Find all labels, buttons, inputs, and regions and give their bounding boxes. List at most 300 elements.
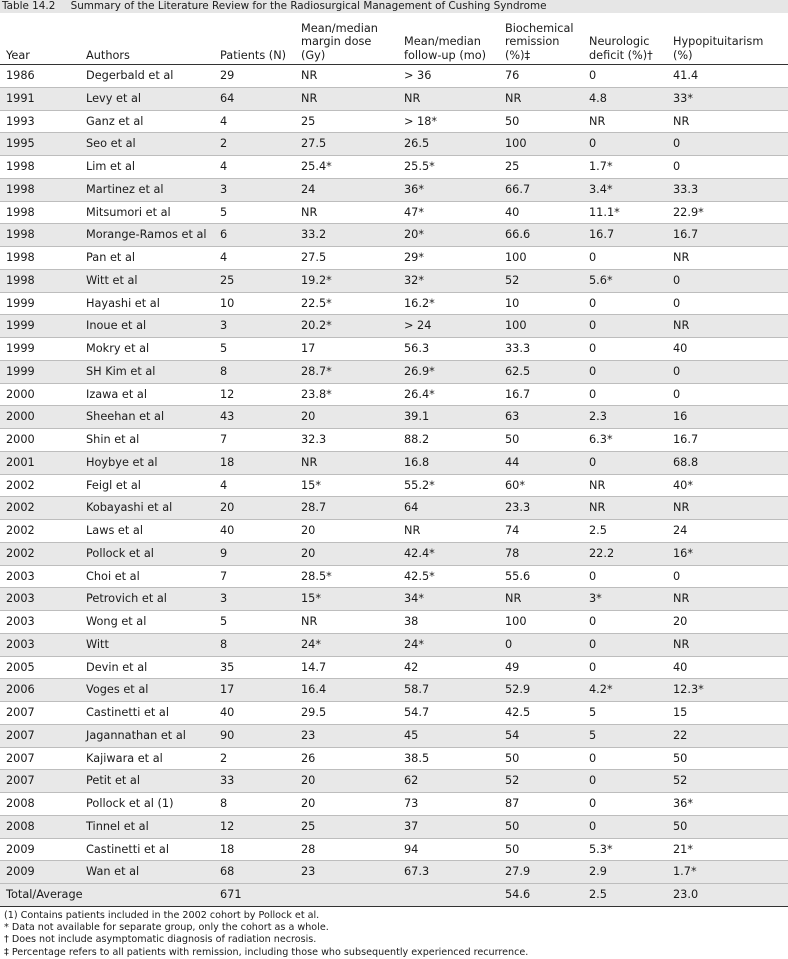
cell-follow-up: 64 xyxy=(398,497,499,520)
cell-year: 1999 xyxy=(0,315,80,338)
cell-patients: 3 xyxy=(214,178,295,201)
cell-authors: Kajiwara et al xyxy=(80,747,214,770)
cell-patients: 68 xyxy=(214,861,295,884)
cell-margin-dose: 28.7* xyxy=(295,360,398,383)
cell-patients: 9 xyxy=(214,542,295,565)
table-row xyxy=(0,429,788,452)
cell-patients: 3 xyxy=(214,588,295,611)
cell-biochemical-remission: 50 xyxy=(499,815,583,838)
cell-patients: 5 xyxy=(214,611,295,634)
cell-authors: Petrovich et al xyxy=(80,588,214,611)
cell-margin-dose: 26 xyxy=(295,747,398,770)
cell-hypopituitarism: 33* xyxy=(667,87,788,110)
cell-margin-dose: 23.8* xyxy=(295,383,398,406)
cell-hypopituitarism: 40 xyxy=(667,338,788,361)
cell-year: 2003 xyxy=(0,611,80,634)
table-row xyxy=(0,156,788,179)
cell-year: 1998 xyxy=(0,224,80,247)
table-row xyxy=(0,724,788,747)
cell-year: 1999 xyxy=(0,292,80,315)
table-row xyxy=(0,565,788,588)
cell-hypopituitarism: 0 xyxy=(667,269,788,292)
cell-neurologic-deficit: 16.7 xyxy=(583,224,667,247)
cell-year: 2008 xyxy=(0,815,80,838)
cell-follow-up: 47* xyxy=(398,201,499,224)
cell-year: 1998 xyxy=(0,156,80,179)
table-row xyxy=(0,838,788,861)
column-header-line: Patients (N) xyxy=(220,48,287,62)
cell-neurologic-deficit: 2.3 xyxy=(583,406,667,429)
cell-hypopituitarism: 16.7 xyxy=(667,429,788,452)
table-row xyxy=(0,588,788,611)
cell-patients: 8 xyxy=(214,633,295,656)
footnote: * Data not available for separate group, only the cohort as a whole. xyxy=(4,922,329,934)
cell-year: 1998 xyxy=(0,269,80,292)
cell-hypopituitarism: 40* xyxy=(667,474,788,497)
cell-follow-up: 26.9* xyxy=(398,360,499,383)
cell-neurologic-deficit: 0 xyxy=(583,656,667,679)
cell-neurologic-deficit: 0 xyxy=(583,65,667,88)
cell-year: 2007 xyxy=(0,702,80,725)
cell-margin-dose: 27.5 xyxy=(295,133,398,156)
cell-hypopituitarism: 24 xyxy=(667,520,788,543)
cell-neurologic-deficit: 6.3* xyxy=(583,429,667,452)
cell-margin-dose: 20 xyxy=(295,770,398,793)
cell-follow-up: > 24 xyxy=(398,315,499,338)
table-row xyxy=(0,247,788,270)
cell-hypopituitarism: 50 xyxy=(667,815,788,838)
cell-biochemical-remission: 42.5 xyxy=(499,702,583,725)
cell-patients: 90 xyxy=(214,724,295,747)
cell-margin-dose: NR xyxy=(295,611,398,634)
cell-authors: Wan et al xyxy=(80,861,214,884)
cell-authors: Lim et al xyxy=(80,156,214,179)
table-row xyxy=(0,520,788,543)
cell-patients: 29 xyxy=(214,65,295,88)
cell-neurologic-deficit: 5 xyxy=(583,724,667,747)
cell-year: 1998 xyxy=(0,247,80,270)
table-row xyxy=(0,815,788,838)
column-header-patients xyxy=(214,13,295,65)
cell-patients: 5 xyxy=(214,201,295,224)
cell-year: 2000 xyxy=(0,406,80,429)
cell-neurologic-deficit: 11.1* xyxy=(583,201,667,224)
cell-biochemical-remission: 52 xyxy=(499,269,583,292)
cell-patients: 64 xyxy=(214,87,295,110)
cell-authors: Ganz et al xyxy=(80,110,214,133)
cell-year: 2008 xyxy=(0,793,80,816)
cell-authors: Witt xyxy=(80,633,214,656)
cell-neurologic-deficit: 0 xyxy=(583,338,667,361)
cell-authors: Voges et al xyxy=(80,679,214,702)
cell-hypopituitarism: 0 xyxy=(667,383,788,406)
cell-neurologic-deficit: 0 xyxy=(583,611,667,634)
cell-margin-dose: 20 xyxy=(295,520,398,543)
table-row xyxy=(0,383,788,406)
total-cell-neurologic-deficit: 2.5 xyxy=(583,884,667,907)
cell-biochemical-remission: 76 xyxy=(499,65,583,88)
cell-authors: Seo et al xyxy=(80,133,214,156)
cell-margin-dose: 24* xyxy=(295,633,398,656)
cell-follow-up: 25.5* xyxy=(398,156,499,179)
cell-year: 2003 xyxy=(0,565,80,588)
cell-follow-up: 36* xyxy=(398,178,499,201)
cell-biochemical-remission: 66.6 xyxy=(499,224,583,247)
cell-neurologic-deficit: 1.7* xyxy=(583,156,667,179)
cell-hypopituitarism: 68.8 xyxy=(667,451,788,474)
cell-year: 1993 xyxy=(0,110,80,133)
cell-margin-dose: 17 xyxy=(295,338,398,361)
cell-year: 2006 xyxy=(0,679,80,702)
cell-hypopituitarism: 50 xyxy=(667,747,788,770)
cell-patients: 4 xyxy=(214,474,295,497)
cell-biochemical-remission: 49 xyxy=(499,656,583,679)
cell-neurologic-deficit: 5.3* xyxy=(583,838,667,861)
cell-margin-dose: 20 xyxy=(295,542,398,565)
cell-authors: Witt et al xyxy=(80,269,214,292)
cell-neurologic-deficit: 0 xyxy=(583,565,667,588)
cell-follow-up: 42 xyxy=(398,656,499,679)
table-total-row xyxy=(0,884,788,907)
column-header-line: Mean/median xyxy=(301,21,378,35)
table-caption xyxy=(0,0,788,13)
cell-patients: 18 xyxy=(214,838,295,861)
cell-biochemical-remission: 54 xyxy=(499,724,583,747)
cell-margin-dose: 28.5* xyxy=(295,565,398,588)
cell-margin-dose: 32.3 xyxy=(295,429,398,452)
cell-neurologic-deficit: NR xyxy=(583,497,667,520)
cell-neurologic-deficit: 0 xyxy=(583,815,667,838)
column-header-line: (%)‡ xyxy=(505,48,531,62)
cell-authors: Inoue et al xyxy=(80,315,214,338)
table-body xyxy=(0,65,788,884)
cell-authors: Hayashi et al xyxy=(80,292,214,315)
cell-patients: 18 xyxy=(214,451,295,474)
cell-biochemical-remission: 100 xyxy=(499,247,583,270)
cell-neurologic-deficit: 3.4* xyxy=(583,178,667,201)
column-header-line: Authors xyxy=(86,48,130,62)
cell-hypopituitarism: 52 xyxy=(667,770,788,793)
cell-neurologic-deficit: 2.9 xyxy=(583,861,667,884)
total-cell-hypopituitarism: 23.0 xyxy=(667,884,788,907)
column-header-line: Biochemical xyxy=(505,21,574,35)
cell-hypopituitarism: 0 xyxy=(667,292,788,315)
cell-patients: 35 xyxy=(214,656,295,679)
cell-hypopituitarism: 33.3 xyxy=(667,178,788,201)
cell-follow-up: 58.7 xyxy=(398,679,499,702)
cell-follow-up: 29* xyxy=(398,247,499,270)
cell-authors: Jagannathan et al xyxy=(80,724,214,747)
cell-authors: Petit et al xyxy=(80,770,214,793)
cell-biochemical-remission: 55.6 xyxy=(499,565,583,588)
cell-authors: Kobayashi et al xyxy=(80,497,214,520)
cell-year: 2009 xyxy=(0,861,80,884)
cell-margin-dose: 16.4 xyxy=(295,679,398,702)
cell-margin-dose: 20 xyxy=(295,406,398,429)
cell-margin-dose: 29.5 xyxy=(295,702,398,725)
cell-follow-up: 42.4* xyxy=(398,542,499,565)
cell-authors: Wong et al xyxy=(80,611,214,634)
cell-authors: Castinetti et al xyxy=(80,838,214,861)
cell-biochemical-remission: 50 xyxy=(499,429,583,452)
cell-authors: Pollock et al (1) xyxy=(80,793,214,816)
column-header-line: margin dose xyxy=(301,35,372,49)
cell-neurologic-deficit: 0 xyxy=(583,451,667,474)
cell-follow-up: 56.3 xyxy=(398,338,499,361)
cell-authors: Pan et al xyxy=(80,247,214,270)
cell-authors: Degerbald et al xyxy=(80,65,214,88)
cell-neurologic-deficit: 4.2* xyxy=(583,679,667,702)
cell-hypopituitarism: 0 xyxy=(667,565,788,588)
cell-authors: Sheehan et al xyxy=(80,406,214,429)
cell-authors: Levy et al xyxy=(80,87,214,110)
cell-margin-dose: 15* xyxy=(295,474,398,497)
table-row xyxy=(0,679,788,702)
table-row xyxy=(0,360,788,383)
cell-margin-dose: 33.2 xyxy=(295,224,398,247)
cell-authors: Mitsumori et al xyxy=(80,201,214,224)
column-header-year xyxy=(0,13,80,65)
cell-biochemical-remission: 10 xyxy=(499,292,583,315)
cell-follow-up: NR xyxy=(398,520,499,543)
table-row xyxy=(0,406,788,429)
cell-hypopituitarism: 1.7* xyxy=(667,861,788,884)
cell-neurologic-deficit: 0 xyxy=(583,633,667,656)
column-header-line: (%) xyxy=(673,48,693,62)
cell-hypopituitarism: NR xyxy=(667,247,788,270)
cell-hypopituitarism: 40 xyxy=(667,656,788,679)
cell-neurologic-deficit: 3* xyxy=(583,588,667,611)
cell-year: 2003 xyxy=(0,633,80,656)
cell-patients: 8 xyxy=(214,793,295,816)
cell-year: 2000 xyxy=(0,429,80,452)
cell-patients: 12 xyxy=(214,383,295,406)
cell-neurologic-deficit: 22.2 xyxy=(583,542,667,565)
table-row xyxy=(0,315,788,338)
column-header-line: deficit (%)† xyxy=(589,48,653,62)
cell-biochemical-remission: NR xyxy=(499,87,583,110)
cell-patients: 5 xyxy=(214,338,295,361)
table-row xyxy=(0,611,788,634)
column-header-line: Year xyxy=(6,48,30,62)
cell-hypopituitarism: 22 xyxy=(667,724,788,747)
table-footnotes xyxy=(0,907,788,959)
cell-biochemical-remission: 25 xyxy=(499,156,583,179)
cell-patients: 33 xyxy=(214,770,295,793)
cell-patients: 4 xyxy=(214,247,295,270)
table-row xyxy=(0,451,788,474)
cell-follow-up: 16.2* xyxy=(398,292,499,315)
cell-follow-up: 45 xyxy=(398,724,499,747)
footnote: † Does not include asymptomatic diagnosis of radiation necrosis. xyxy=(4,934,317,946)
cell-patients: 2 xyxy=(214,747,295,770)
cell-year: 2007 xyxy=(0,747,80,770)
cell-follow-up: 39.1 xyxy=(398,406,499,429)
cell-authors: SH Kim et al xyxy=(80,360,214,383)
cell-year: 1995 xyxy=(0,133,80,156)
table-row xyxy=(0,497,788,520)
cell-biochemical-remission: 63 xyxy=(499,406,583,429)
footnote: ‡ Percentage refers to all patients with remission, including those who subsequently experienced recurrence. xyxy=(4,946,529,958)
cell-follow-up: > 18* xyxy=(398,110,499,133)
cell-biochemical-remission: 0 xyxy=(499,633,583,656)
cell-patients: 40 xyxy=(214,520,295,543)
cell-patients: 12 xyxy=(214,815,295,838)
cell-margin-dose: 20 xyxy=(295,793,398,816)
column-header-line: Neurologic xyxy=(589,35,650,49)
cell-neurologic-deficit: 0 xyxy=(583,292,667,315)
cell-margin-dose: NR xyxy=(295,201,398,224)
cell-authors: Mokry et al xyxy=(80,338,214,361)
total-cell-patients: 671 xyxy=(214,884,295,907)
cell-biochemical-remission: 100 xyxy=(499,315,583,338)
cell-authors: Martinez et al xyxy=(80,178,214,201)
cell-hypopituitarism: NR xyxy=(667,315,788,338)
cell-authors: Hoybye et al xyxy=(80,451,214,474)
cell-neurologic-deficit: 0 xyxy=(583,793,667,816)
cell-hypopituitarism: 22.9* xyxy=(667,201,788,224)
cell-follow-up: 42.5* xyxy=(398,565,499,588)
cell-patients: 7 xyxy=(214,429,295,452)
column-header-neurologic-deficit xyxy=(583,13,667,65)
cell-biochemical-remission: 50 xyxy=(499,747,583,770)
cell-hypopituitarism: 0 xyxy=(667,360,788,383)
cell-margin-dose: 25.4* xyxy=(295,156,398,179)
cell-patients: 2 xyxy=(214,133,295,156)
cell-follow-up: 20* xyxy=(398,224,499,247)
cell-biochemical-remission: 62.5 xyxy=(499,360,583,383)
cell-biochemical-remission: 33.3 xyxy=(499,338,583,361)
cell-hypopituitarism: 16 xyxy=(667,406,788,429)
cell-biochemical-remission: 50 xyxy=(499,110,583,133)
cell-biochemical-remission: 60* xyxy=(499,474,583,497)
cell-follow-up: 24* xyxy=(398,633,499,656)
cell-margin-dose: NR xyxy=(295,65,398,88)
cell-authors: Pollock et al xyxy=(80,542,214,565)
cell-biochemical-remission: 66.7 xyxy=(499,178,583,201)
table-row xyxy=(0,747,788,770)
cell-biochemical-remission: 16.7 xyxy=(499,383,583,406)
cell-patients: 25 xyxy=(214,269,295,292)
cell-follow-up: 34* xyxy=(398,588,499,611)
table-row xyxy=(0,178,788,201)
cell-margin-dose: 22.5* xyxy=(295,292,398,315)
cell-neurologic-deficit: 0 xyxy=(583,770,667,793)
column-header-hypopituitarism xyxy=(667,13,788,65)
table-row xyxy=(0,793,788,816)
footnote: (1) Contains patients included in the 2002 cohort by Pollock et al. xyxy=(4,910,320,921)
cell-neurologic-deficit: 0 xyxy=(583,133,667,156)
cell-authors: Choi et al xyxy=(80,565,214,588)
cell-authors: Morange-Ramos et al xyxy=(80,224,214,247)
cell-follow-up: 94 xyxy=(398,838,499,861)
table-row xyxy=(0,542,788,565)
table-row xyxy=(0,633,788,656)
cell-year: 2009 xyxy=(0,838,80,861)
cell-margin-dose: 28 xyxy=(295,838,398,861)
table-row xyxy=(0,656,788,679)
table-row xyxy=(0,133,788,156)
total-cell-authors xyxy=(80,884,214,907)
cell-year: 2001 xyxy=(0,451,80,474)
cell-hypopituitarism: 36* xyxy=(667,793,788,816)
cell-follow-up: 38.5 xyxy=(398,747,499,770)
cell-hypopituitarism: 15 xyxy=(667,702,788,725)
cell-patients: 20 xyxy=(214,497,295,520)
cell-margin-dose: 15* xyxy=(295,588,398,611)
cell-biochemical-remission: 100 xyxy=(499,611,583,634)
cell-patients: 40 xyxy=(214,702,295,725)
cell-margin-dose: 20.2* xyxy=(295,315,398,338)
total-cell-year: Total/Average xyxy=(0,884,80,907)
cell-biochemical-remission: 40 xyxy=(499,201,583,224)
total-cell-follow-up xyxy=(398,884,499,907)
column-header-line: Mean/median xyxy=(404,35,481,49)
cell-hypopituitarism: 16* xyxy=(667,542,788,565)
table-row xyxy=(0,269,788,292)
cell-year: 2002 xyxy=(0,520,80,543)
cell-year: 2002 xyxy=(0,497,80,520)
cell-year: 1998 xyxy=(0,201,80,224)
table-row xyxy=(0,224,788,247)
cell-authors: Izawa et al xyxy=(80,383,214,406)
cell-neurologic-deficit: 0 xyxy=(583,383,667,406)
cell-follow-up: NR xyxy=(398,87,499,110)
cell-hypopituitarism: NR xyxy=(667,633,788,656)
table-row xyxy=(0,110,788,133)
cell-margin-dose: 14.7 xyxy=(295,656,398,679)
cell-patients: 4 xyxy=(214,156,295,179)
column-header-biochemical-remission xyxy=(499,13,583,65)
cell-authors: Shin et al xyxy=(80,429,214,452)
cell-year: 1998 xyxy=(0,178,80,201)
table-row xyxy=(0,201,788,224)
table-row xyxy=(0,474,788,497)
cell-follow-up: 73 xyxy=(398,793,499,816)
cell-patients: 4 xyxy=(214,110,295,133)
cell-follow-up: 38 xyxy=(398,611,499,634)
cell-follow-up: 37 xyxy=(398,815,499,838)
cell-follow-up: 16.8 xyxy=(398,451,499,474)
cell-neurologic-deficit: 0 xyxy=(583,747,667,770)
cell-hypopituitarism: 21* xyxy=(667,838,788,861)
cell-biochemical-remission: 74 xyxy=(499,520,583,543)
cell-year: 1991 xyxy=(0,87,80,110)
cell-year: 2007 xyxy=(0,724,80,747)
cell-hypopituitarism: NR xyxy=(667,497,788,520)
cell-neurologic-deficit: NR xyxy=(583,474,667,497)
cell-neurologic-deficit: 2.5 xyxy=(583,520,667,543)
cell-year: 2002 xyxy=(0,542,80,565)
cell-year: 1999 xyxy=(0,338,80,361)
cell-follow-up: 26.5 xyxy=(398,133,499,156)
cell-neurologic-deficit: 5 xyxy=(583,702,667,725)
cell-hypopituitarism: 12.3* xyxy=(667,679,788,702)
cell-follow-up: 62 xyxy=(398,770,499,793)
cell-neurologic-deficit: NR xyxy=(583,110,667,133)
total-cell-margin-dose xyxy=(295,884,398,907)
cell-neurologic-deficit: 5.6* xyxy=(583,269,667,292)
column-header-line: Hypopituitarism xyxy=(673,35,764,49)
cell-margin-dose: 27.5 xyxy=(295,247,398,270)
cell-biochemical-remission: 87 xyxy=(499,793,583,816)
cell-hypopituitarism: 0 xyxy=(667,133,788,156)
literature-review-table xyxy=(0,13,788,907)
cell-follow-up: 54.7 xyxy=(398,702,499,725)
cell-biochemical-remission: 52 xyxy=(499,770,583,793)
column-header-margin-dose xyxy=(295,13,398,65)
cell-patients: 3 xyxy=(214,315,295,338)
